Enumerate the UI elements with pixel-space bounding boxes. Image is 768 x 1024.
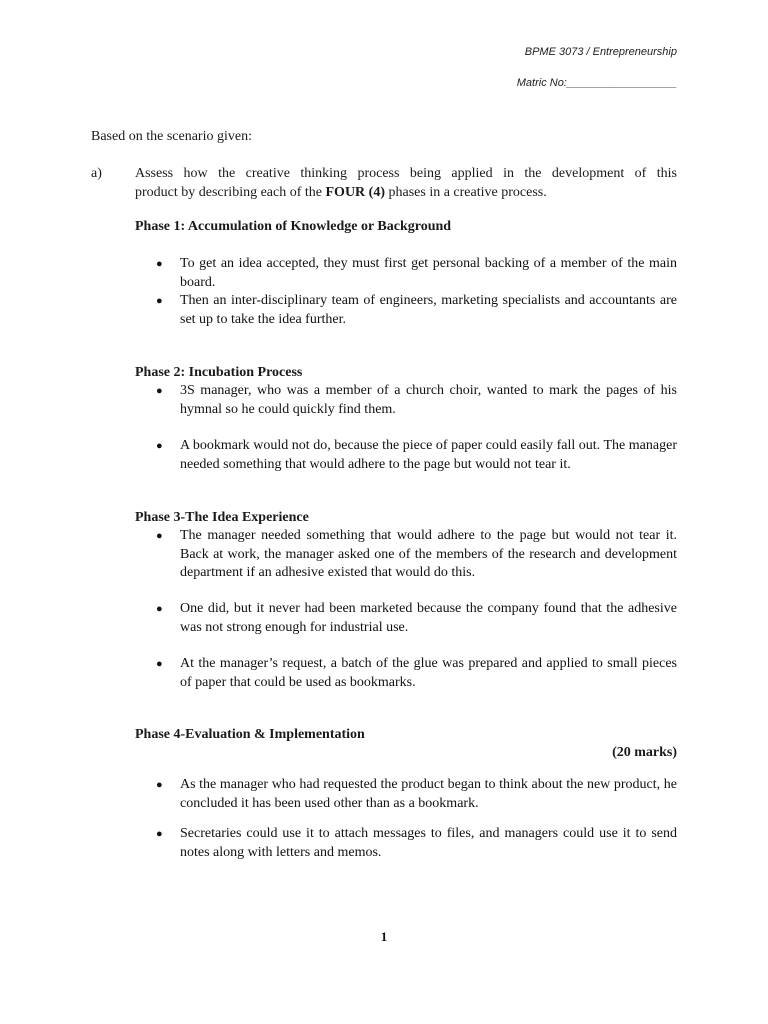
bullet-icon: ●	[156, 385, 163, 397]
question-line-1: Assess how the creative thinking process being applied in the development of this	[135, 166, 677, 181]
phase-3-bullet-2: One did, but it never had been marketed because the company found that the adhesive was not strong enough for industrial use.	[180, 601, 677, 635]
bullet-icon: ●	[156, 828, 163, 840]
phase-1-title: Phase 1: Accumulation of Knowledge or Background	[135, 219, 452, 234]
phase-3-bullet-3: At the manager’s request, a batch of the glue was prepared and applied to small pieces of paper that could be used as bookmarks.	[180, 656, 677, 690]
header-course: BPME 3073 / Entrepreneurship	[524, 46, 677, 58]
phase-2-title: Phase 2: Incubation Process	[135, 365, 303, 380]
phase-3-title: Phase 3-The Idea Experience	[135, 510, 309, 525]
bullet-icon: ●	[156, 779, 163, 791]
phase-1-bullet-1: To get an idea accepted, they must first get personal backing of a member of the main board.	[180, 256, 677, 290]
bullet-icon: ●	[156, 658, 163, 670]
bullet-icon: ●	[156, 258, 163, 270]
phase-2-bullet-2: A bookmark would not do, because the piece of paper could easily fall out. The manager needed something that would adhere to the page but would not tear it.	[180, 438, 677, 472]
question-line-2	[135, 184, 677, 203]
question-text: product by describing each of the	[135, 185, 326, 200]
phase-3-bullet-1: The manager needed something that would adhere to the page but would not tear it. Back at work, the manager asked one of the members of the research and development department if an adhesive existed that would do this.	[180, 528, 677, 580]
bullet-icon: ●	[156, 295, 163, 307]
marks-label: (20 marks)	[612, 745, 677, 760]
page-number: 1	[380, 929, 388, 944]
header-matric-number: Matric No:__________________	[516, 77, 677, 89]
phase-4-title: Phase 4-Evaluation & Implementation	[135, 727, 365, 742]
phase-2-bullet-1: 3S manager, who was a member of a church choir, wanted to mark the pages of his hymnal so he could quickly find them.	[180, 383, 677, 417]
question-text-end: phases in a creative process.	[385, 185, 547, 200]
phase-1-bullet-2: Then an inter-disciplinary team of engineers, marketing specialists and accountants are set up to take the idea further.	[180, 293, 677, 327]
question-label: a)	[91, 166, 102, 181]
question-emphasis: FOUR (4)	[325, 185, 385, 200]
bullet-icon: ●	[156, 603, 163, 615]
bullet-icon: ●	[156, 530, 163, 542]
bullet-icon: ●	[156, 440, 163, 452]
phase-4-bullet-2: Secretaries could use it to attach messages to files, and managers could use it to send notes along with letters and memos.	[180, 826, 677, 860]
phase-4-bullet-1: As the manager who had requested the product began to think about the new product, he concluded it has been used other than as a bookmark.	[180, 777, 677, 811]
intro-text: Based on the scenario given:	[91, 129, 252, 144]
